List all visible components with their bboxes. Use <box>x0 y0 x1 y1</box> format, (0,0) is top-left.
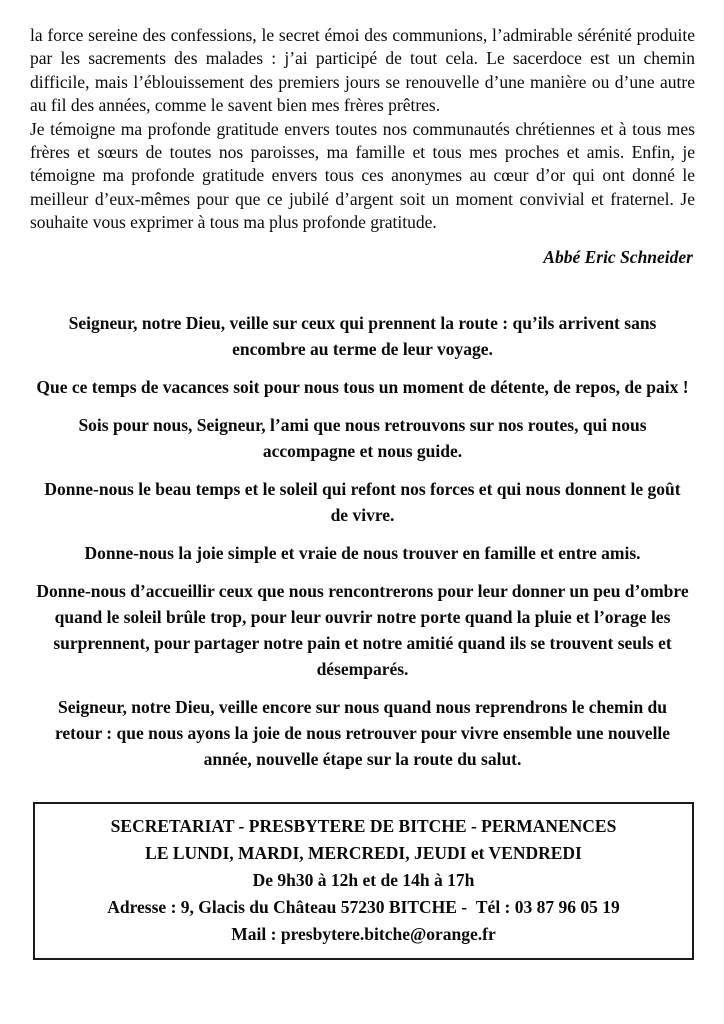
prayer-paragraph: Seigneur, notre Dieu, veille encore sur nous quand nous reprendrons le chemin du retour : que nous ayons la joie de nous retrouver pour vivre ensemble une nouvelle année, nouvelle étape sur la route du salut. <box>54 697 671 770</box>
signature: Abbé Eric Schneider <box>543 246 693 267</box>
prayer-paragraph: Donne-nous le beau temps et le soleil qui refont nos forces et qui nous donnent le goût de vivre. <box>44 479 681 526</box>
info-box-line: Adresse : 9, Glacis du Château 57230 BITCHE - Tél : 03 87 96 05 19 <box>107 897 620 918</box>
info-box-line: SECRETARIAT - PRESBYTERE DE BITCHE - PERMANENCES <box>110 816 617 837</box>
prayer-paragraph: Donne-nous la joie simple et vraie de nous trouver en famille et entre amis. <box>84 543 641 564</box>
secretariat-info-box <box>33 802 694 960</box>
travel-prayer-section <box>30 310 695 772</box>
letter-paragraph: Je témoigne ma profonde gratitude envers toutes nos communautés chrétiennes et à tous mes frères et sœurs de toutes nos paroisses, ma famille et tous mes proches et amis. Enfin, je témoigne ma profonde gratitude envers tous ces anonymes au cœur d’or qui ont donné le meilleur d’eux-mêmes pour que ce jubilé d’argent soit un moment convivial et fraternel. Je souhaite vous exprimer à tous ma plus profonde gratitude. <box>30 118 695 233</box>
prayer-paragraph: Sois pour nous, Seigneur, l’ami que nous retrouvons sur nos routes, qui nous accompagne et nous guide. <box>78 415 647 462</box>
info-box-line: De 9h30 à 12h et de 14h à 17h <box>252 870 475 891</box>
letter-body <box>30 24 695 235</box>
prayer-paragraph: Seigneur, notre Dieu, veille sur ceux qui prennent la route : qu’ils arrivent sans encombre au terme de leur voyage. <box>68 313 657 360</box>
prayer-paragraph: Que ce temps de vacances soit pour nous tous un moment de détente, de repos, de paix ! <box>36 377 689 398</box>
info-box-line: Mail : presbytere.bitche@orange.fr <box>231 924 496 945</box>
letter-paragraph: la force sereine des confessions, le secret émoi des communions, l’admirable sérénité produite par les sacrements des malades : j’ai participé de tout cela. Le sacerdoce est un chemin difficile, mais l’éblouissement des premiers jours se renouvelle d’une manière ou d’une autre au fil des années, comme le savent bien mes frères prêtres. <box>30 25 695 116</box>
prayer-paragraph: Donne-nous d’accueillir ceux que nous rencontrerons pour leur donner un peu d’ombre quand le soleil brûle trop, pour leur ouvrir notre porte quand la pluie et l’orage les surprennent, pour partager notre pain et notre amitié quand ils se trouvent seuls et désemparés. <box>36 581 689 680</box>
info-box-line: LE LUNDI, MARDI, MERCREDI, JEUDI et VENDREDI <box>145 843 582 864</box>
